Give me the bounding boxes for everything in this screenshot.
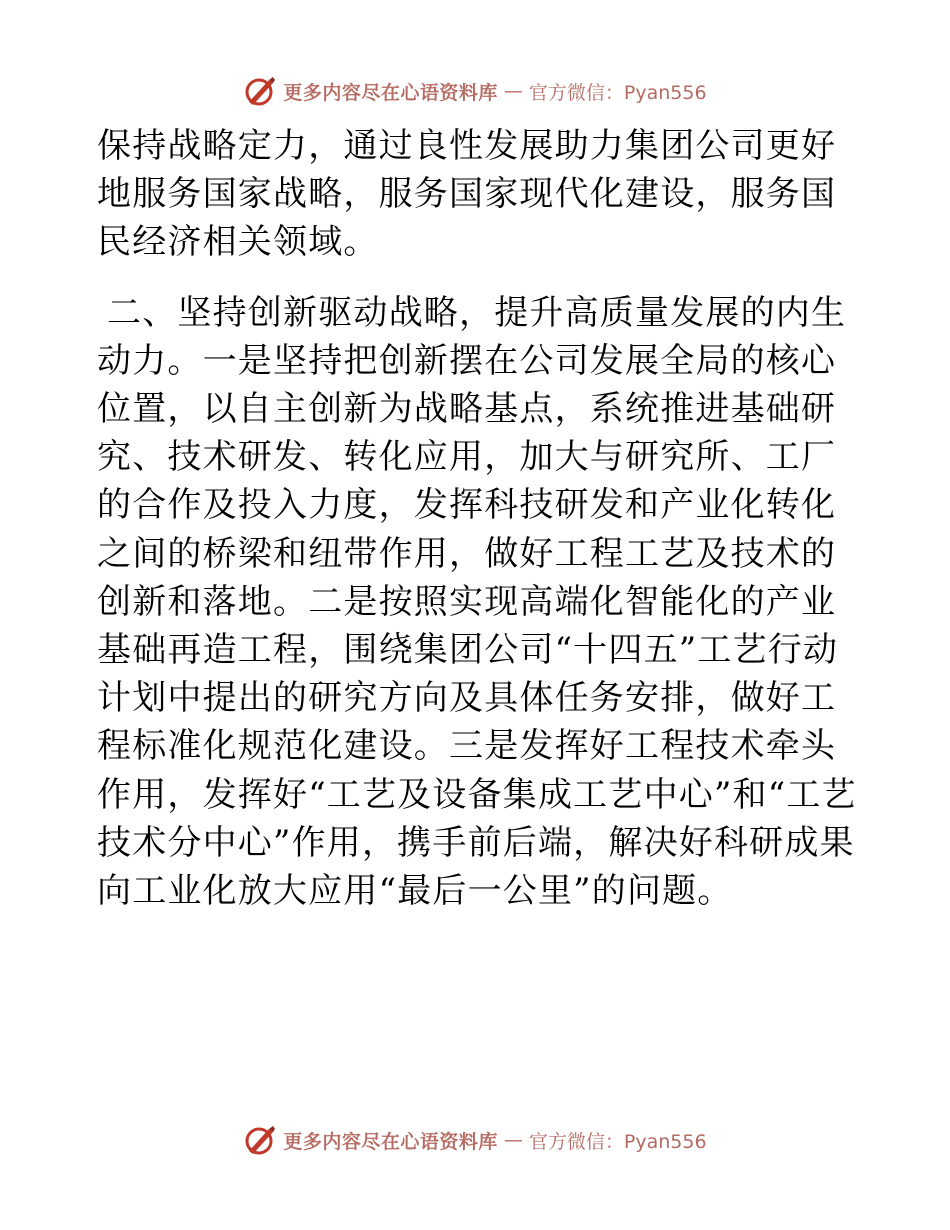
banner-separator: — [503,80,523,102]
banner-wechat-text: 官方微信：Pyan556 [528,81,707,104]
footer-banner [0,1120,950,1160]
pen-circle-logo-icon [243,1123,277,1157]
banner-wechat-text: 官方微信：Pyan556 [528,1130,707,1153]
banner-separator: — [503,1129,523,1151]
paragraph-1: 保持战略定力，通过良性发展助力集团公司更好地服务国家战略，服务国家现代化建设，服务国民经济相关领域。 [97,126,837,263]
document-body [97,122,857,915]
paragraph-2: 二、坚持创新驱动战略，提升高质量发展的内生动力。一是坚持把创新摆在公司发展全局的核心位置，以自主创新为战略基点，系统推进基础研究、技术研发、转化应用，加大与研究所、工厂的合作及投入力度，发挥科技研发和产业化转化之间的桥梁和纽带作用，做好工程工艺及技术的创新和落地。二是按照实现高端化智能化的产业基础再造工程，围绕集团公司“十四五”工艺行动计划中提出的研究方向及具体任务安排，做好工程标准化规范化建设。三是发挥好工程技术牵头作用，发挥好“工艺及设备集成工艺中心”和“工艺技术分中心”作用，携手前后端，解决好科研成果向工业化放大应用“最后一公里”的问题。 [97,292,857,912]
pen-circle-logo-icon [243,74,277,108]
banner-main-text: 更多内容尽在心语资料库 [283,81,498,104]
banner-main-text: 更多内容尽在心语资料库 [283,1130,498,1153]
header-banner [0,71,950,111]
